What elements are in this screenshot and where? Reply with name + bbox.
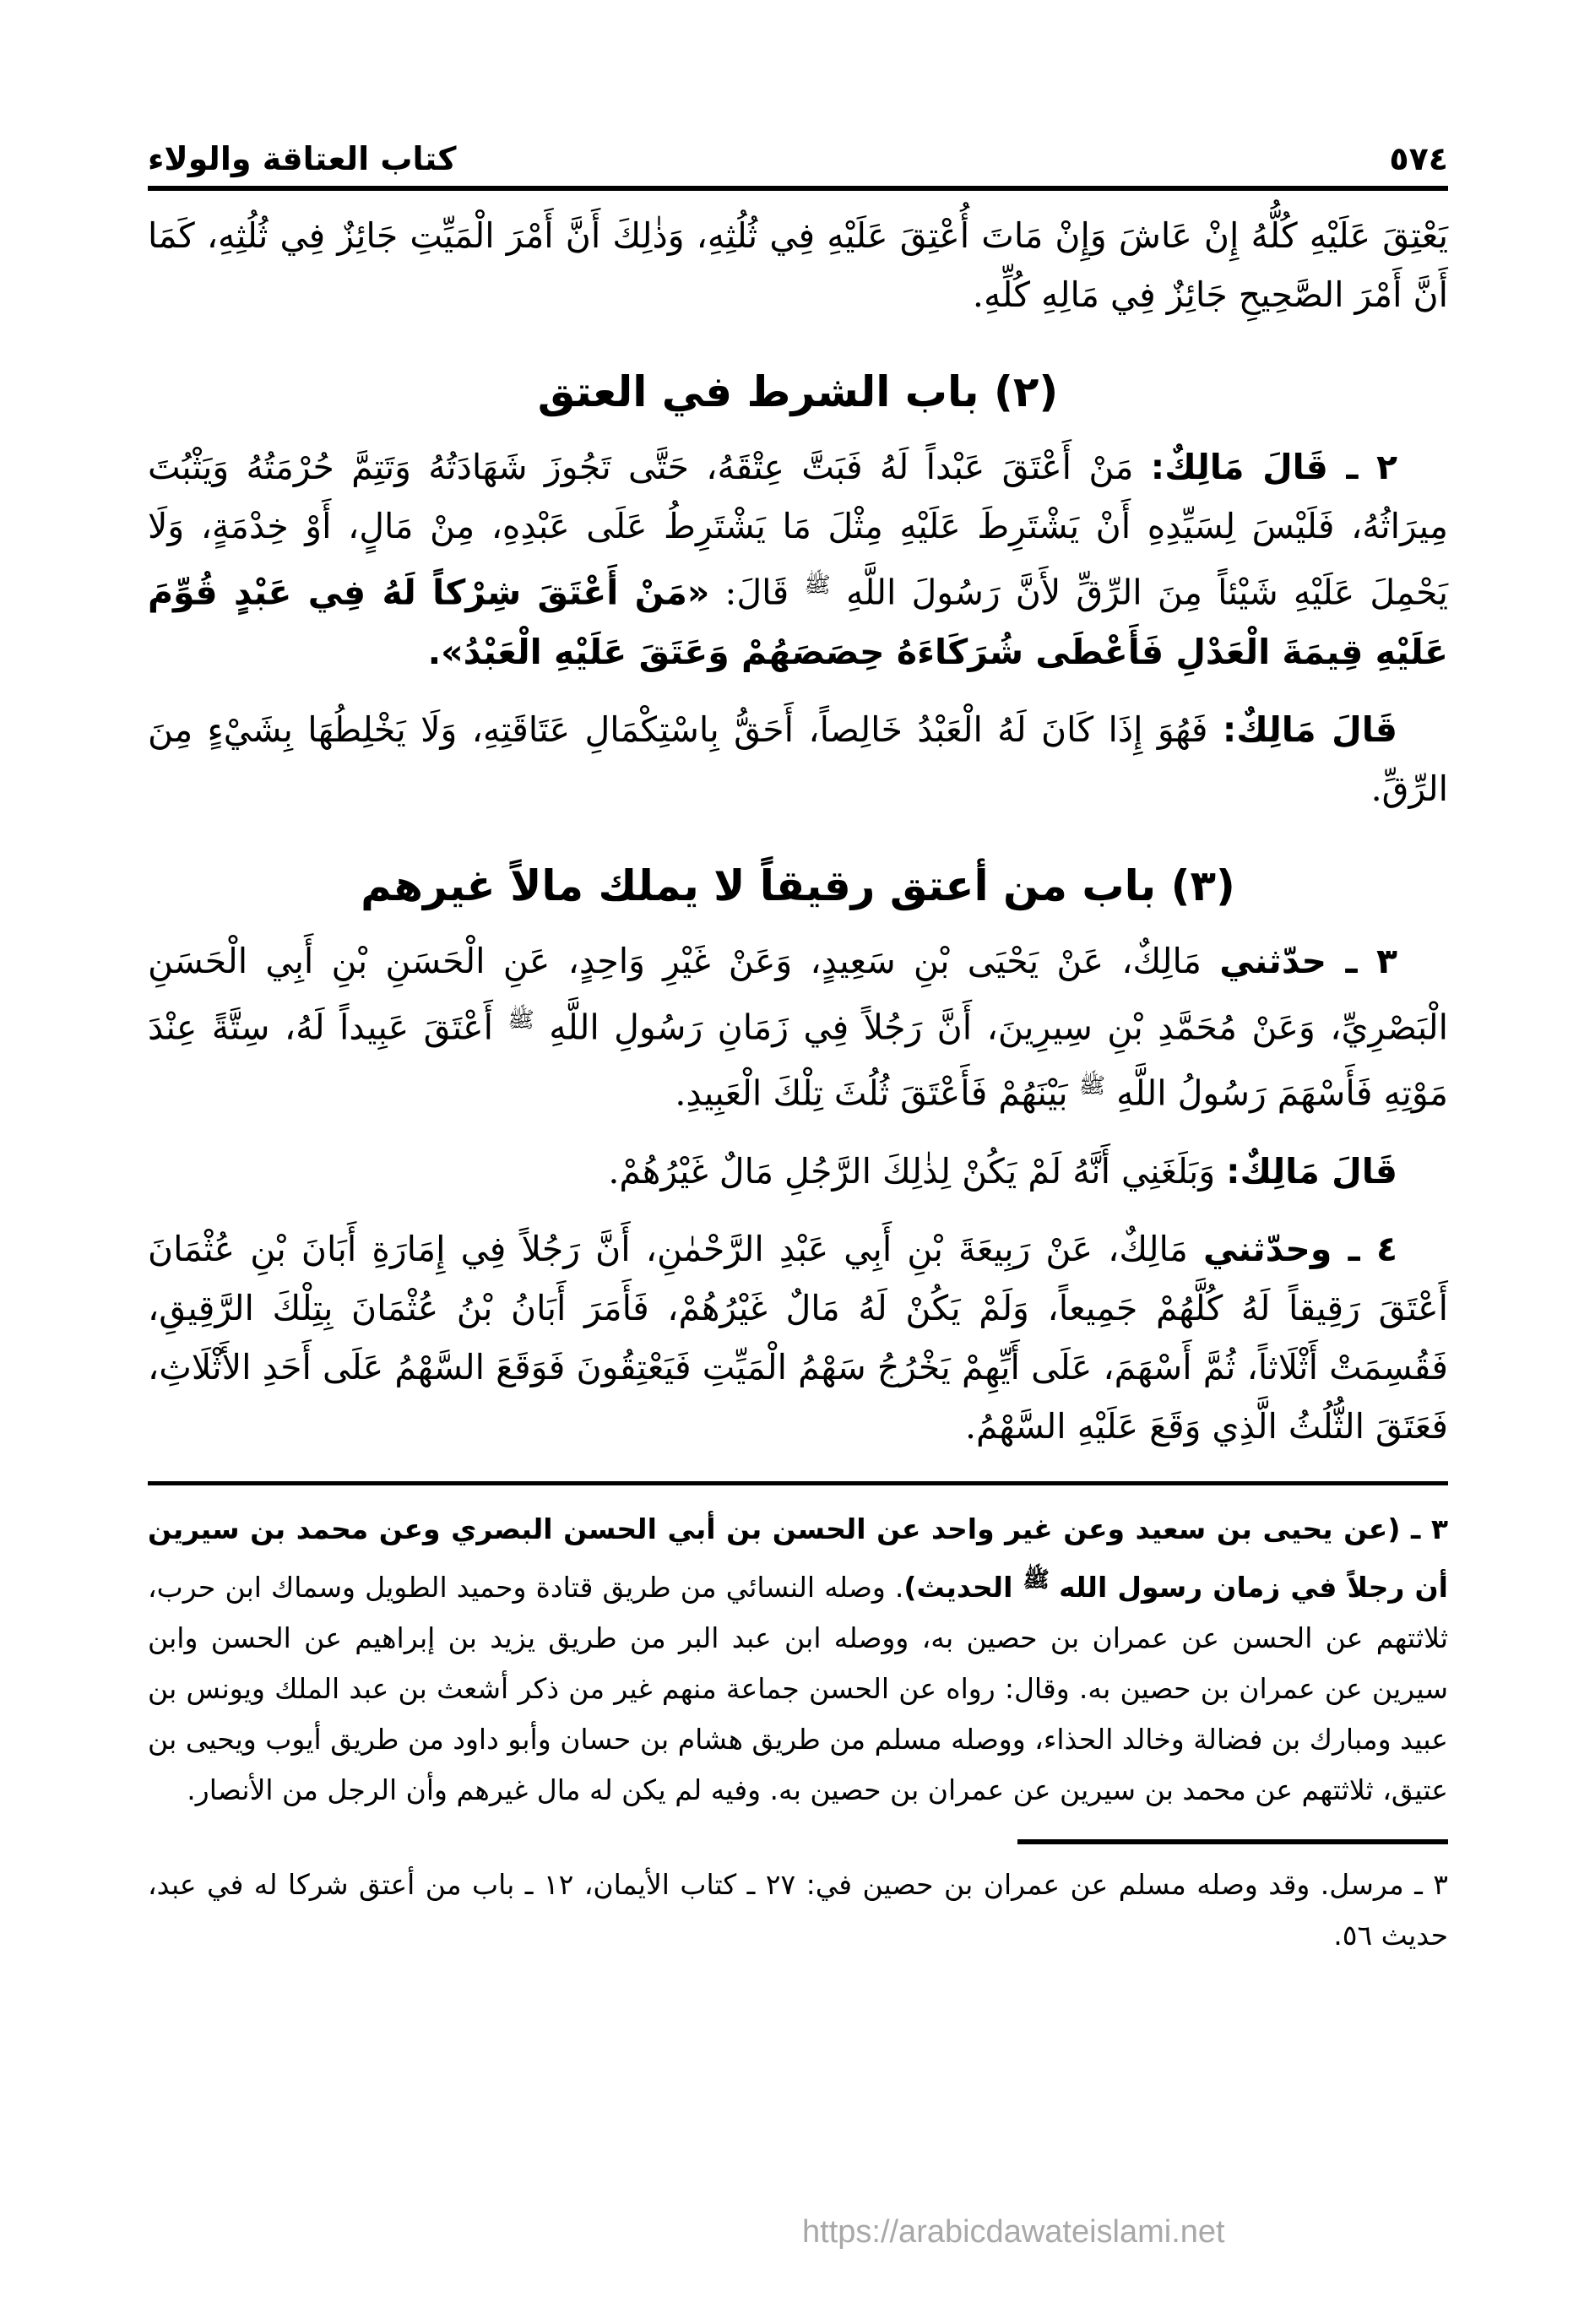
paragraph-text: أَعْتَقَ عَبِيداً لَهُ، سِتَّةً عِنْدَ مَوْتِهِ فَأَسْهَمَ رَسُولُ اللَّهِ (148, 1007, 1448, 1114)
paragraph-lead: ٤ ـ وحدّثني (1202, 1228, 1397, 1269)
intro-paragraph: يَعْتِقَ عَلَيْهِ كُلُّهُ إِنْ عَاشَ وَإِنْ مَاتَ أُعْتِقَ عَلَيْهِ فِي ثُلُثِهِ، وَذٰلِكَ أَنَّ أَمْرَ الْمَيِّتِ جَائِزٌ فِي ثُلُثِهِ، كَمَا أَنَّ أَمْرَ الصَّحِيحِ جَائِزٌ فِي مَالِهِ كُلِّهِ. (148, 215, 1448, 315)
paragraph-lead: قَالَ مَالِكٌ: (1226, 1150, 1397, 1192)
running-title: كتاب العتاقة والولاء (148, 140, 457, 177)
paragraph-text: وَبَلَغَنِي أَنَّهُ لَمْ يَكُنْ لِذٰلِكَ الرَّجُلِ مَالٌ غَيْرُهُمْ. (608, 1150, 1227, 1192)
paragraph-lead: قَالَ مَالِكٌ: (1222, 709, 1397, 750)
paragraph-text: مَالِكٌ، عَنْ رَبِيعَةَ بْنِ أَبِي عَبْدِ الرَّحْمٰنِ، أَنَّ رَجُلاً فِي إِمَارَةِ أَبَانَ بْنِ عُثْمَانَ أَعْتَقَ رَقِيقاً لَهُ كُلَّهُمْ جَمِيعاً، وَلَمْ يَكُنْ لَهُ مَالٌ غَيْرُهُمْ، فَأَمَرَ أَبَانُ بْنُ عُثْمَانَ بِتِلْكَ الرَّقِيقِ، فَقُسِمَتْ أَثْلَاثاً، ثُمَّ أَسْهَمَ، عَلَى أَيِّهِمْ يَخْرُجُ سَهْمُ الْمَيِّتِ فَيَعْتِقُونَ فَوَقَعَ السَّهْمُ عَلَى أَحَدِ الأَثْلَاثِ، فَعَتَقَ الثُّلُثُ الَّذِي وَقَعَ عَلَيْهِ السَّهْمُ. (148, 1228, 1448, 1447)
hadith-paragraph-2 (148, 437, 1448, 681)
hadith-paragraph-4 (148, 1219, 1448, 1456)
chapter-heading-3: (٣) باب من أعتق رقيقاً لا يملك مالاً غيرهم (361, 861, 1235, 910)
footnote-commentary (148, 1504, 1448, 1816)
paragraph-text: قَالَ: (709, 572, 805, 613)
footnote-reference: ٣ ـ مرسل. وقد وصله مسلم عن عمران بن حصين في: ٢٧ ـ كتاب الأيمان، ١٢ ـ باب من أعتق شركا له في عبد، حديث ٥٦. (148, 1867, 1449, 1952)
page-number: ٥٧٤ (1389, 140, 1448, 177)
chapter-heading-2: (٢) باب الشرط في العتق (537, 367, 1059, 416)
header-rule (148, 186, 1448, 191)
salutation-glyph: ﷺ (804, 573, 831, 598)
hadith-paragraph-3 (148, 931, 1448, 1123)
footnote-rule (148, 1481, 1448, 1485)
salutation-glyph: ﷺ (1078, 1073, 1106, 1100)
paragraph-text: مَنْ أَعْتَقَ عَبْداً لَهُ فَبَتَّ عِتْقَهُ، حَتَّى تَجُوزَ شَهَادَتُهُ وَتَتِمَّ حُرْمَتُهُ وَيَثْبُتَ مِيرَاثُهُ، فَلَيْسَ لِسَيِّدِهِ أَنْ يَشْتَرِطَ عَلَيْهِ مِثْلَ مَا يَشْتَرِطُ عَلَى عَبْدِهِ، مِنْ مَالٍ، أَوْ خِدْمَةٍ، وَلَا يَحْمِلَ عَلَيْهِ شَيْئاً مِنَ الرِّقِّ لأَنَّ رَسُولَ اللَّهِ (148, 447, 1448, 613)
malik-comment-paragraph (148, 1142, 1448, 1201)
paragraph-lead: ٢ ـ قَالَ مَالِكٌ: (1150, 447, 1397, 487)
malik-comment-paragraph (148, 700, 1448, 818)
running-header (148, 118, 1448, 177)
salutation-glyph: ﷺ (507, 1007, 534, 1033)
paragraph-text: فَهُوَ إِذَا كَانَ لَهُ الْعَبْدُ خَالِصاً، أَحَقُّ بِاسْتِكْمَالِ عَتَاقَتِهِ، وَلَا يَخْلِطُهَا بِشَيْءٍ مِنَ الرِّقِّ. (148, 709, 1448, 809)
footnote-lead-end: الحديث) (903, 1570, 1023, 1604)
paragraph-text: بَيْنَهُمْ فَأَعْتَقَ ثُلُثَ تِلْكَ الْعَبِيدِ. (675, 1072, 1079, 1114)
footnote-lead: ٣ ـ (عن يحيى بن سعيد وعن غير واحد عن الحسن بن أبي الحسن البصري وعن محمد بن سيرين أن رجلاً في زمان رسول الله (148, 1512, 1448, 1604)
paragraph-lead: ٣ ـ حدّثني (1219, 940, 1398, 981)
salutation-glyph: ﷺ (1023, 1567, 1050, 1593)
footnote-separator (1017, 1839, 1448, 1844)
watermark-url: https://arabicdawateislami.net (802, 2214, 1225, 2250)
paragraph-text: مَالِكٌ، عَنْ يَحْيَى بْنِ سَعِيدٍ، وَعَنْ غَيْرِ وَاحِدٍ، عَنِ الْحَسَنِ بْنِ أَبِي الْحَسَنِ الْبَصْرِيِّ، وَعَنْ مُحَمَّدِ بْنِ سِيرِينَ، أَنَّ رَجُلاً فِي زَمَانِ رَسُولِ اللَّهِ (148, 940, 1448, 1048)
book-page (148, 118, 1448, 1961)
hadith-quote: «مَنْ أَعْتَقَ شِرْكاً لَهُ فِي عَبْدٍ قُوِّمَ عَلَيْهِ قِيمَةَ الْعَدْلِ فَأَعْطَى شُرَكَاءَهُ حِصَصَهُمْ وَعَتَقَ عَلَيْهِ الْعَبْدُ». (148, 572, 1448, 672)
footnote-text: . وصله النسائي من طريق قتادة وحميد الطويل وسماك ابن حرب، ثلاثتهم عن الحسن عن عمران بن حصين به، ووصله ابن عبد البر من طريق يزيد بن إبراهيم عن الحسن وابن سيرين عن عمران بن حصين به. وقال: رواه عن الحسن جماعة منهم غير من ذكر أشعث بن عبد الملك ويونس بن عبيد ومبارك بن فضالة وخالد الحذاء، ووصله مسلم من طريق هشام بن حسان وأبو داود من طريق أيوب ويحيى بن عتيق، ثلاثتهم عن محمد بن سيرين عن عمران بن حصين به. وفيه لم يكن له مال غيرهم وأن الرجل من الأنصار. (148, 1570, 1448, 1806)
